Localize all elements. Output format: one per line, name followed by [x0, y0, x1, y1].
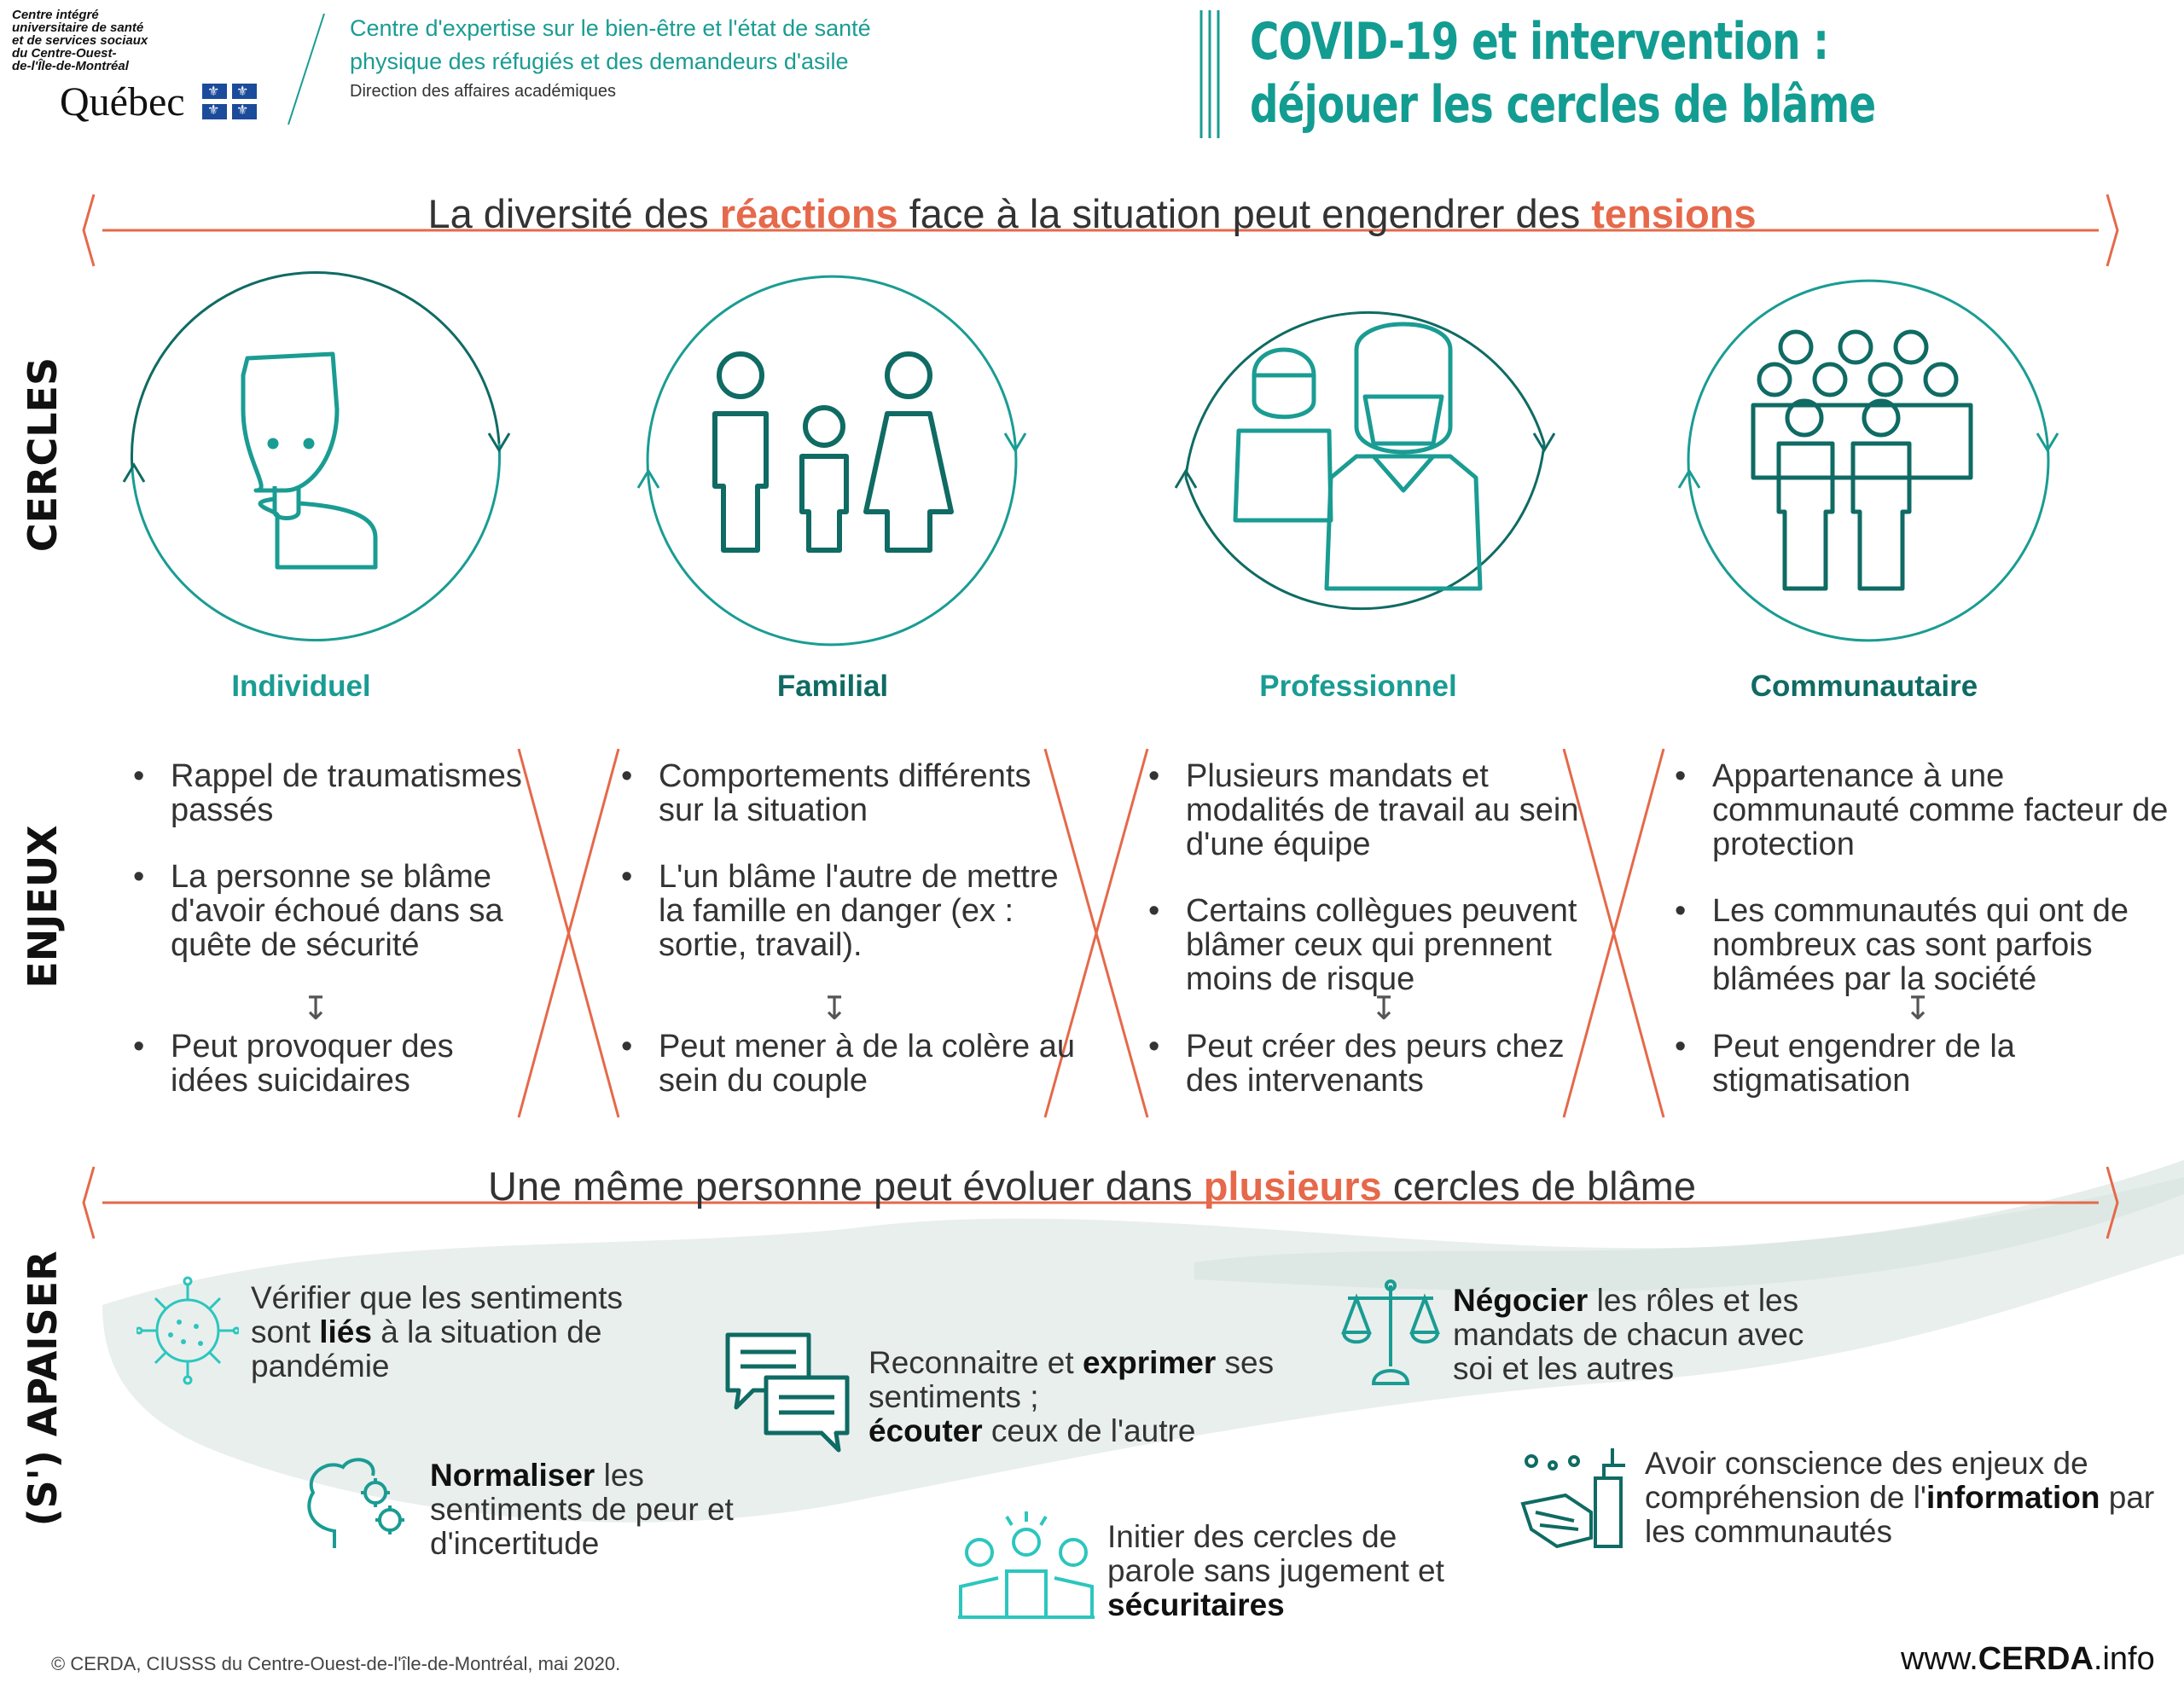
url-brand: CERDA	[1978, 1641, 2094, 1677]
issues-result-individuel	[128, 1030, 529, 1130]
balance-scale-icon	[1339, 1277, 1442, 1388]
health-workers-icon	[1235, 324, 1480, 589]
issues-result-communautaire	[1670, 1030, 2147, 1130]
quebec-wordmark: Québec	[60, 79, 185, 125]
action-verify	[251, 1281, 643, 1383]
action-text: les sentiments de peur et d'incertitude	[430, 1458, 734, 1561]
issue-result: • Peut engendrer de la stigmatisation	[1712, 1030, 2147, 1098]
url-suffix: .info	[2093, 1641, 2155, 1677]
circle-label-communautaire: Communautaire	[1750, 670, 1978, 703]
down-arrow-icon: ↧	[1370, 991, 1397, 1027]
family-icon	[715, 354, 951, 550]
action-text: par les communautés	[1645, 1480, 2155, 1549]
action-normalize	[430, 1459, 788, 1561]
action-negotiate	[1453, 1284, 1828, 1386]
chat-bubbles-icon	[723, 1331, 851, 1459]
issue-bullet: • Rappel de traumatismes passés	[171, 759, 529, 827]
action-text: les rôles et les mandats de chacun avec soi et les autres	[1453, 1283, 1804, 1386]
section-label-apaiser: (S') APAISER	[20, 1250, 66, 1527]
action-emphasis: information	[1926, 1480, 2100, 1515]
logo-line: universitaire de santé	[12, 20, 144, 35]
website-link[interactable]	[1901, 1641, 2155, 1678]
circle-familial	[638, 276, 1025, 645]
action-text: ses sentiments ;	[868, 1345, 1275, 1414]
banner-text: Une même personne peut évoluer dans	[488, 1163, 1204, 1209]
logo-line: du Centre-Ouest-	[12, 46, 117, 61]
banner-highlight: tensions	[1591, 191, 1757, 236]
header-divider	[282, 12, 333, 127]
issue-result: • Peut provoquer des idées suicidaires	[171, 1030, 529, 1098]
issue-bullet: • La personne se blâme d'avoir échoué dans sa quête de sécurité	[171, 860, 529, 962]
issues-result-professionnel	[1143, 1030, 1604, 1130]
action-text: Avoir conscience des enjeux de compréhension de l'	[1645, 1446, 2088, 1515]
issue-bullet: • Comportements différents sur la situation	[659, 759, 1068, 827]
action-express	[868, 1346, 1295, 1448]
banner-text: face à la situation peut engendrer des	[897, 191, 1592, 236]
down-arrow-icon: ↧	[821, 991, 848, 1027]
issue-bullet: • Plusieurs mandats et modalités de travail au sein d'une équipe	[1186, 759, 1604, 861]
circle-label-individuel: Individuel	[231, 670, 371, 703]
issue-bullet: • Appartenance à une communauté comme facteur de protection	[1712, 759, 2173, 861]
copyright-footer: © CERDA, CIUSSS du Centre-Ouest-de-l'île-de-Montréal, mai 2020.	[51, 1653, 621, 1674]
title-line2: déjouer les cercles de blâme	[1250, 75, 1876, 135]
brain-gears-icon	[300, 1450, 411, 1552]
section-label-cercles: CERCLES	[20, 357, 66, 553]
title-line1: COVID-19 et intervention :	[1250, 12, 1829, 72]
banner-top	[77, 190, 2107, 237]
action-emphasis: Normaliser	[430, 1458, 595, 1493]
virus-icon	[136, 1275, 239, 1386]
action-text: ceux de l'autre	[982, 1413, 1196, 1448]
page-title	[1250, 10, 1875, 136]
issues-column-familial	[616, 759, 1068, 995]
action-emphasis: sécuritaires	[1107, 1587, 1285, 1622]
issues-column-individuel	[128, 759, 529, 995]
section-label-enjeux: ENJEUX	[20, 825, 66, 989]
issue-result: • Peut mener à de la colère au sein du couple	[659, 1030, 1077, 1098]
talking-circle-icon	[954, 1510, 1099, 1621]
ciusss-logo-text	[12, 9, 174, 73]
logo-line: et de services sociaux	[12, 33, 148, 48]
direction-label: Direction des affaires académiques	[350, 82, 617, 101]
banner-text: La diversité des	[427, 191, 720, 236]
issue-bullet: • Certains collègues peuvent blâmer ceux qui prennent moins de risque	[1186, 894, 1604, 996]
issue-bullet: • Les communautés qui ont de nombreux cas sont parfois blâmées par la société	[1712, 894, 2173, 996]
action-aware	[1645, 1447, 2165, 1549]
circle-label-professionnel: Professionnel	[1259, 670, 1457, 703]
banner-text: cercles de blâme	[1381, 1163, 1696, 1209]
circle-professionnel	[1176, 312, 1554, 608]
circle-individuel	[124, 272, 509, 640]
action-text: Vérifier que les sentiments sont	[251, 1280, 623, 1349]
issue-result: • Peut créer des peurs chez des intervenants	[1186, 1030, 1604, 1098]
action-text: Initier des cercles de parole sans jugement et	[1107, 1519, 1444, 1588]
handwashing-icon	[1514, 1444, 1634, 1559]
center-name	[350, 12, 871, 78]
issue-bullet: • L'un blâme l'autre de mettre la famille en danger (ex : sortie, travail).	[659, 860, 1068, 962]
title-divider	[1194, 9, 1228, 141]
action-emphasis: liés	[319, 1314, 372, 1349]
down-arrow-icon: ↧	[302, 991, 329, 1027]
logo-line: Centre intégré	[12, 8, 99, 22]
circles-graphic	[0, 256, 2184, 665]
action-text: Reconnaitre et	[868, 1345, 1083, 1380]
quebec-flag-icon: ⚜ ⚜ ⚜ ⚜	[202, 84, 257, 119]
action-emphasis: écouter	[868, 1413, 983, 1448]
person-icon	[243, 354, 375, 567]
banner-highlight: réactions	[719, 191, 898, 236]
circle-label-familial: Familial	[776, 670, 889, 703]
issues-column-professionnel	[1143, 759, 1604, 1029]
center-name-line1: Centre d'expertise sur le bien-être et l'état de santé	[350, 15, 871, 41]
crowd-icon	[1753, 332, 1971, 589]
issues-result-familial	[616, 1030, 1077, 1130]
issues-column-communautaire	[1670, 759, 2173, 1029]
action-circles	[1107, 1520, 1466, 1622]
center-name-line2: physique des réfugiés et des demandeurs d'asile	[350, 49, 849, 74]
action-text: à la situation de pandémie	[251, 1314, 602, 1383]
down-arrow-icon: ↧	[1904, 991, 1931, 1027]
logo-line: de-l'Île-de-Montréal	[12, 59, 129, 73]
action-emphasis: exprimer	[1082, 1345, 1217, 1380]
banner-middle	[77, 1163, 2107, 1209]
action-emphasis: Négocier	[1453, 1283, 1589, 1318]
banner-highlight: plusieurs	[1203, 1163, 1382, 1209]
url-prefix: www.	[1901, 1641, 1978, 1677]
